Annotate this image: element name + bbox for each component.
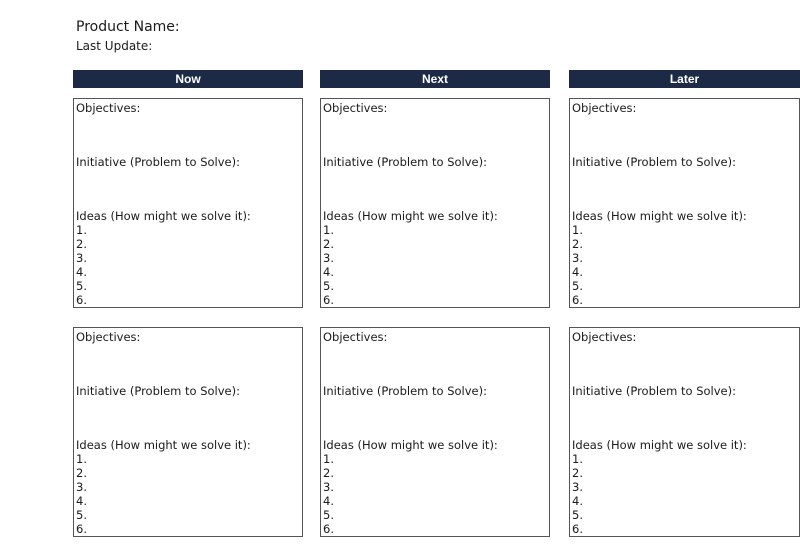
idea-number: 5.: [572, 279, 583, 293]
idea-number: 6.: [572, 522, 583, 536]
roadmap-card-next-1: [320, 98, 550, 308]
ideas-list: [323, 452, 498, 536]
idea-number: 2.: [323, 237, 334, 251]
idea-number: 3.: [76, 480, 87, 494]
idea-number: 2.: [572, 237, 583, 251]
column-header-next: Next: [320, 70, 550, 88]
ideas-list: [76, 452, 251, 536]
idea-number: 2.: [323, 466, 334, 480]
roadmap-card-next-2: [320, 327, 550, 537]
ideas-list: [572, 452, 747, 536]
ideas-section: [323, 209, 498, 307]
ideas-section: [572, 438, 747, 536]
idea-number: 3.: [323, 251, 334, 265]
ideas-label: Ideas (How might we solve it):: [572, 438, 747, 452]
column-header-later: Later: [569, 70, 800, 88]
ideas-section: [76, 438, 251, 536]
initiative-label: Initiative (Problem to Solve):: [323, 155, 487, 169]
objectives-label: Objectives:: [323, 330, 388, 344]
objectives-label: Objectives:: [572, 330, 637, 344]
idea-number: 1.: [323, 223, 334, 237]
document-header: [76, 17, 180, 55]
last-update-label: Last Update:: [76, 39, 153, 53]
idea-number: 4.: [323, 494, 334, 508]
idea-number: 5.: [323, 279, 334, 293]
ideas-list: [572, 223, 747, 307]
roadmap-card-now-1: [73, 98, 303, 308]
roadmap-card-later-1: [569, 98, 800, 308]
idea-number: 3.: [572, 251, 583, 265]
objectives-label: Objectives:: [572, 101, 637, 115]
idea-number: 1.: [323, 452, 334, 466]
idea-number: 4.: [323, 265, 334, 279]
ideas-label: Ideas (How might we solve it):: [323, 209, 498, 223]
ideas-section: [76, 209, 251, 307]
ideas-section: [323, 438, 498, 536]
idea-number: 4.: [76, 265, 87, 279]
ideas-list: [76, 223, 251, 307]
idea-number: 2.: [76, 237, 87, 251]
column-header-now: Now: [73, 70, 303, 88]
idea-number: 3.: [76, 251, 87, 265]
idea-number: 5.: [76, 508, 87, 522]
idea-number: 3.: [323, 480, 334, 494]
idea-number: 5.: [323, 508, 334, 522]
idea-number: 1.: [572, 452, 583, 466]
ideas-label: Ideas (How might we solve it):: [572, 209, 747, 223]
product-name-label: Product Name:: [76, 19, 180, 35]
idea-number: 2.: [76, 466, 87, 480]
idea-number: 5.: [572, 508, 583, 522]
idea-number: 6.: [572, 293, 583, 307]
initiative-label: Initiative (Problem to Solve):: [572, 384, 736, 398]
objectives-label: Objectives:: [323, 101, 388, 115]
idea-number: 1.: [76, 223, 87, 237]
idea-number: 2.: [572, 466, 583, 480]
idea-number: 5.: [76, 279, 87, 293]
ideas-label: Ideas (How might we solve it):: [76, 438, 251, 452]
initiative-label: Initiative (Problem to Solve):: [76, 155, 240, 169]
initiative-label: Initiative (Problem to Solve):: [572, 155, 736, 169]
ideas-section: [572, 209, 747, 307]
idea-number: 3.: [572, 480, 583, 494]
idea-number: 4.: [572, 494, 583, 508]
initiative-label: Initiative (Problem to Solve):: [76, 384, 240, 398]
idea-number: 6.: [323, 522, 334, 536]
ideas-label: Ideas (How might we solve it):: [76, 209, 251, 223]
ideas-list: [323, 223, 498, 307]
idea-number: 1.: [572, 223, 583, 237]
idea-number: 6.: [76, 522, 87, 536]
objectives-label: Objectives:: [76, 330, 141, 344]
roadmap-card-now-2: [73, 327, 303, 537]
idea-number: 4.: [76, 494, 87, 508]
ideas-label: Ideas (How might we solve it):: [323, 438, 498, 452]
idea-number: 6.: [323, 293, 334, 307]
idea-number: 4.: [572, 265, 583, 279]
idea-number: 1.: [76, 452, 87, 466]
roadmap-card-later-2: [569, 327, 800, 537]
initiative-label: Initiative (Problem to Solve):: [323, 384, 487, 398]
objectives-label: Objectives:: [76, 101, 141, 115]
idea-number: 6.: [76, 293, 87, 307]
